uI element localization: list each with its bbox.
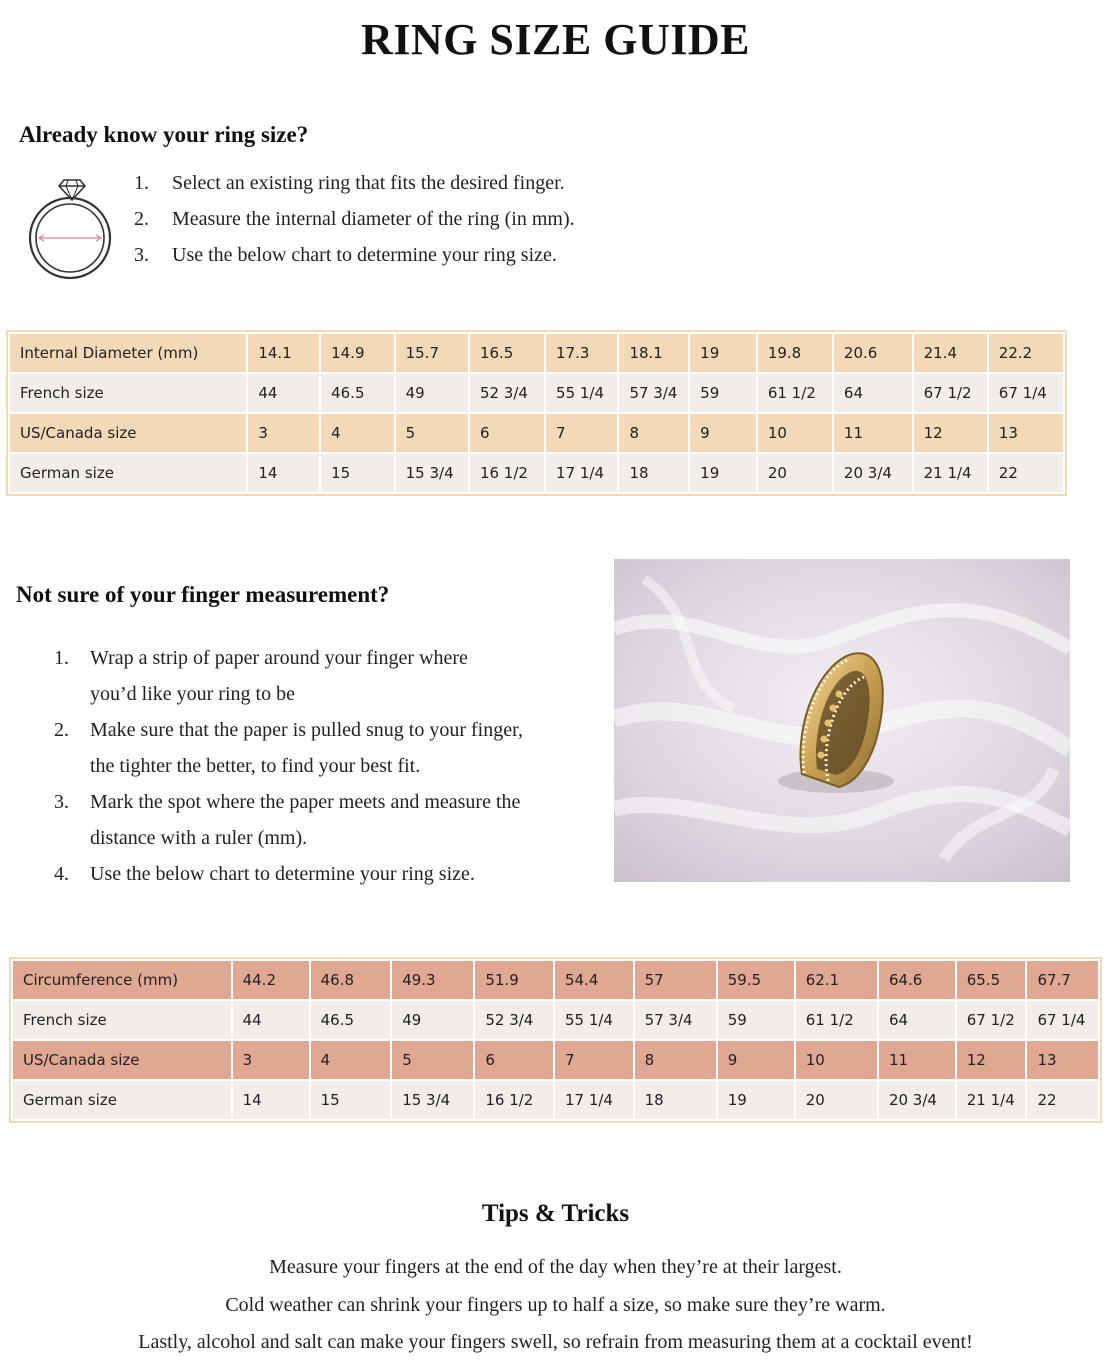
table-cell: 19 [718,1081,794,1119]
table-cell: 67 1/4 [989,374,1063,412]
table-cell: 54.4 [555,961,633,999]
table-cell: 4 [321,414,394,452]
table-cell: 55 1/4 [546,374,617,412]
table-cell: 17.3 [546,334,617,372]
table-cell: 55 1/4 [555,1001,633,1039]
row-label-cell: Internal Diameter (mm) [10,334,246,372]
table-cell: 49 [392,1001,473,1039]
table-cell: 15 [321,454,394,492]
table-cell: 7 [555,1041,633,1079]
table-cell: 15 3/4 [392,1081,473,1119]
ring-photo [614,559,1070,882]
table-cell: 16.5 [470,334,544,372]
table-cell: 22 [989,454,1063,492]
row-label-cell: German size [13,1081,231,1119]
table-cell: 65.5 [957,961,1026,999]
row-label-cell: Circumference (mm) [13,961,231,999]
table-cell: 67 1/2 [957,1001,1026,1039]
table-cell: 20 3/4 [834,454,912,492]
table-cell: 20 [758,454,832,492]
list-item: 4. Use the below chart to determine your ring size. [54,863,475,885]
list-item: 3. Mark the spot where the paper meets and measure the distance with a ruler (mm). [54,791,521,849]
table-cell: 19 [690,334,756,372]
table-cell: 5 [396,414,468,452]
table-cell: 21.4 [914,334,987,372]
row-label-cell: US/Canada size [10,414,246,452]
table-cell: 18 [635,1081,716,1119]
table-cell: 67 1/4 [1027,1001,1098,1039]
finger-measurement-steps [54,640,523,892]
table-row [13,1041,1098,1079]
table-cell: 64 [879,1001,955,1039]
list-item: 1. Wrap a strip of paper around your finger where you’d like your ring to be [54,647,468,705]
table-cell: 16 1/2 [470,454,544,492]
table-cell: 67 1/2 [914,374,987,412]
table-cell: 11 [879,1041,955,1079]
table-cell: 22.2 [989,334,1063,372]
table-cell: 59 [690,374,756,412]
table-row [10,374,1063,412]
table-cell: 17 1/4 [555,1081,633,1119]
list-item: 3. Use the below chart to determine your ring size. [134,244,557,266]
table-cell: 16 1/2 [475,1081,553,1119]
section-heading-known-size: Already know your ring size? [19,122,309,147]
circumference-size-table [11,959,1100,1121]
page-title: RING SIZE GUIDE [361,15,750,64]
row-label-cell: French size [10,374,246,412]
table-row [10,334,1063,372]
table-cell: 18.1 [619,334,688,372]
table-cell: 22 [1027,1081,1098,1119]
table-cell: 11 [834,414,912,452]
table-cell: 14.1 [248,334,319,372]
table-cell: 51.9 [475,961,553,999]
table-cell: 8 [619,414,688,452]
table-cell: 57 [635,961,716,999]
table-cell: 9 [690,414,756,452]
table-cell: 12 [957,1041,1026,1079]
table-cell: 64 [834,374,912,412]
table-cell: 59.5 [718,961,794,999]
table-cell: 57 3/4 [635,1001,716,1039]
table-cell: 67.7 [1027,961,1098,999]
table-cell: 4 [311,1041,391,1079]
table-cell: 14.9 [321,334,394,372]
table-cell: 52 3/4 [470,374,544,412]
table-cell: 20 3/4 [879,1081,955,1119]
table-cell: 46.5 [321,374,394,412]
table-row [10,414,1063,452]
table-cell: 15 [311,1081,391,1119]
gold-ring-on-fabric-image [614,559,1070,882]
table-cell: 57 3/4 [619,374,688,412]
table-cell: 13 [1027,1041,1098,1079]
row-label-cell: German size [10,454,246,492]
table-cell: 15 3/4 [396,454,468,492]
table-cell: 12 [914,414,987,452]
table-cell: 20.6 [834,334,912,372]
table-cell: 14 [248,454,319,492]
table-cell: 15.7 [396,334,468,372]
table-cell: 20 [796,1081,877,1119]
list-item: 2. Make sure that the paper is pulled snug to your finger, the tighter the better, to find your best fit. [54,719,523,777]
table-cell: 18 [619,454,688,492]
table-cell: 3 [248,414,319,452]
table-row [13,961,1098,999]
table-cell: 6 [475,1041,553,1079]
tips-heading: Tips & Tricks [481,1200,630,1227]
tip-line-1: Measure your fingers at the end of the day when they’re at their largest. [269,1256,842,1278]
table-cell: 19.8 [758,334,832,372]
ring-diamond-icon [26,176,118,284]
list-item: 2. Measure the internal diameter of the ring (in mm). [134,208,575,230]
table-cell: 5 [392,1041,473,1079]
known-size-steps [134,172,575,280]
row-label-cell: US/Canada size [13,1041,231,1079]
table-cell: 49 [396,374,468,412]
table-cell: 61 1/2 [796,1001,877,1039]
table-cell: 9 [718,1041,794,1079]
table-cell: 44.2 [233,961,309,999]
table-cell: 10 [758,414,832,452]
table-cell: 19 [690,454,756,492]
table-cell: 13 [989,414,1063,452]
table-cell: 44 [233,1001,309,1039]
table-cell: 10 [796,1041,877,1079]
table-cell: 6 [470,414,544,452]
table-cell: 44 [248,374,319,412]
table-cell: 64.6 [879,961,955,999]
tip-line-3: Lastly, alcohol and salt can make your fingers swell, so refrain from measuring them at a cocktail event! [138,1331,973,1353]
table-row [10,454,1063,492]
row-label-cell: French size [13,1001,231,1039]
table-cell: 59 [718,1001,794,1039]
table-cell: 8 [635,1041,716,1079]
table-cell: 49.3 [392,961,473,999]
section-heading-finger-measurement: Not sure of your finger measurement? [16,582,390,607]
table-cell: 62.1 [796,961,877,999]
table-cell: 3 [233,1041,309,1079]
table-cell: 7 [546,414,617,452]
table-cell: 14 [233,1081,309,1119]
table-row [13,1081,1098,1119]
list-item: 1. Select an existing ring that fits the desired finger. [134,172,565,194]
table-cell: 21 1/4 [914,454,987,492]
table-cell: 21 1/4 [957,1081,1026,1119]
table-cell: 61 1/2 [758,374,832,412]
tip-line-2: Cold weather can shrink your fingers up to half a size, so make sure they’re warm. [225,1294,886,1316]
table-cell: 46.8 [311,961,391,999]
table-cell: 52 3/4 [475,1001,553,1039]
table-row [13,1001,1098,1039]
table-cell: 46.5 [311,1001,391,1039]
table-cell: 17 1/4 [546,454,617,492]
diameter-size-table [8,332,1065,494]
